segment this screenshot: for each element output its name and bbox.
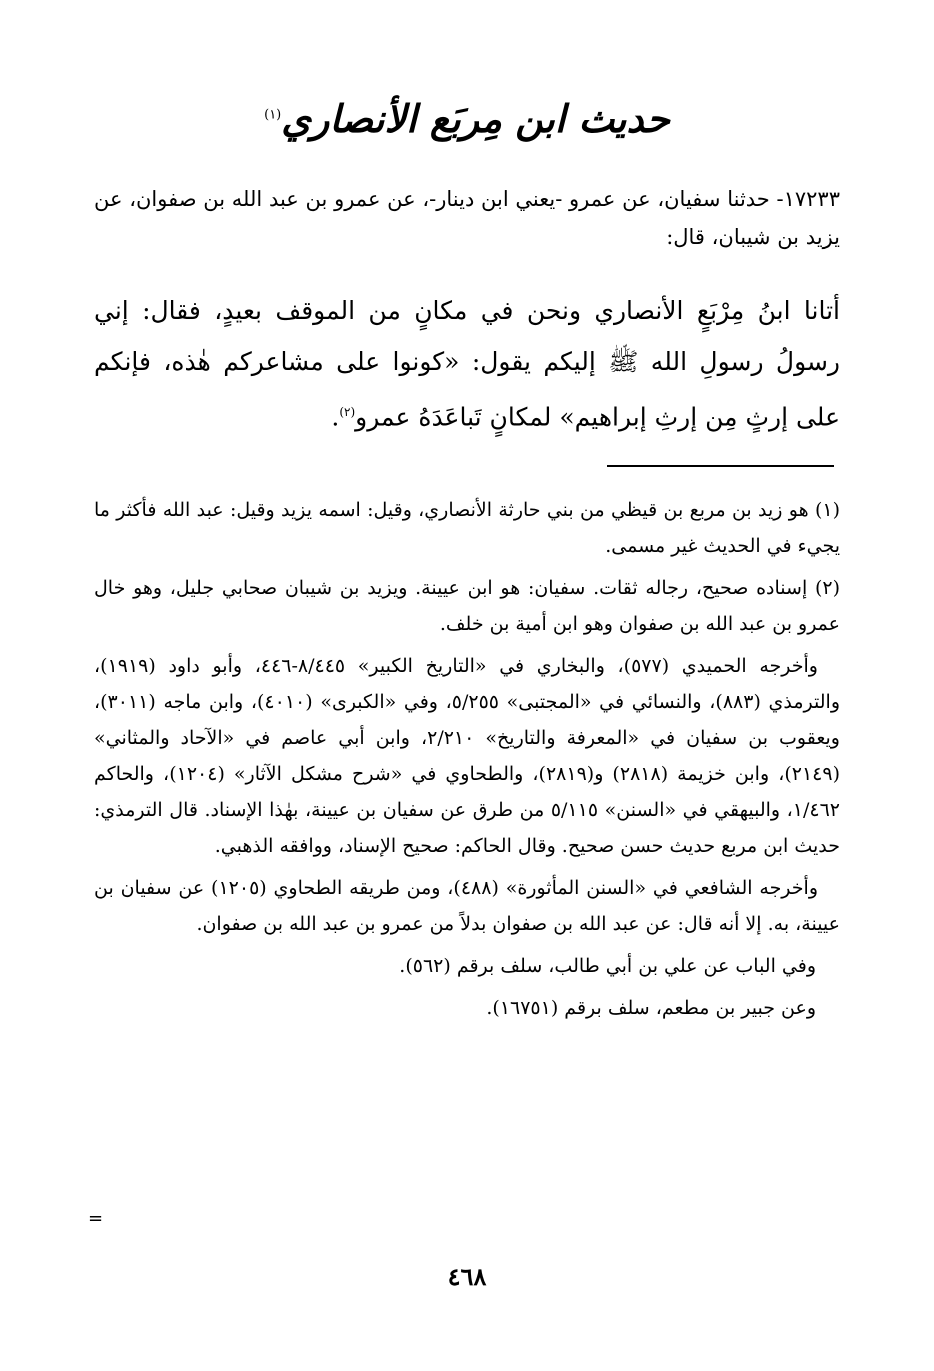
hadith-isnad: ١٧٢٣٣- حدثنا سفيان، عن عمرو -يعني ابن دينار-، عن عمرو بن عبد الله بن صفوان، عن يزيد بن شيبان، قال: (94, 187, 840, 249)
title-footnote-marker: (١) (264, 107, 282, 123)
chapter-title-text: حديث ابن مِربَع الأنصاري (281, 96, 670, 141)
hadith-matn-text: أتانا ابنُ مِرْبَعٍ الأنصاري ونحن في مكانٍ من الموقف بعيدٍ، فقال: إني رسولُ رسولِ الله ﷺ إليكم يقول: «كونوا على مشاعركم هٰذه، فإنكم على إرثٍ مِن إرثِ إبراهيم» لمكانٍ تَباعَدَهُ عمرو (94, 296, 840, 432)
footnotes (94, 492, 840, 1032)
footnote-1: (١) هو زيد بن مربع بن قيظي من بني حارثة الأنصاري، وقيل: اسمه يزيد وقيل: عبد الله فأكثر ما يجيء في الحديث غير مسمى. (94, 499, 840, 557)
continuation-mark: = (88, 1208, 104, 1229)
matn-footnote-marker: (٢) (339, 405, 356, 419)
hadith-matn (94, 285, 840, 442)
footnote-2-takhrij: وأخرجه الحميدي (٥٧٧)، والبخاري في «التاريخ الكبير» ٨/٤٤٥-٤٤٦، وأبو داود (١٩١٩)، والترمذي (٨٨٣)، والنسائي في «المجتبى» ٥/٢٥٥، وفي «الكبرى» (٤٠١٠)، وابن ماجه (٣٠١١)، ويعقوب بن سفيان في «المعرفة والتاريخ» ٢/٢١٠، وابن أبي عاصم في «الآحاد والمثاني» (٢١٤٩)، وابن خزيمة (٢٨١٨) و(٢٨١٩)، والطحاوي في «شرح مشكل الآثار» (١٢٠٤)، والحاكم ١/٤٦٢، والبيهقي في «السنن» ٥/١١٥ من طرق عن سفيان بن عيينة، بهٰذا الإسناد. قال الترمذي: حديث ابن مربع حديث حسن صحيح. وقال الحاكم: صحيح الإسناد، ووافقه الذهبي. (94, 655, 840, 857)
footnote-2-takhrij-shafii: وأخرجه الشافعي في «السنن المأثورة» (٤٨٨)، ومن طريقه الطحاوي (١٢٠٥) عن سفيان بن عيينة، به. إلا أنه قال: عن عبد الله بن صفوان بدلاً من عمرو بن عبد الله بن صفوان. (94, 877, 840, 935)
matn-end-mark: . (331, 402, 340, 432)
footnote-2-bab-jubayr: وعن جبير بن مطعم، سلف برقم (١٦٧٥١). (486, 997, 816, 1019)
footnote-2: (٢) إسناده صحيح، رجاله ثقات. سفيان: هو ابن عيينة. ويزيد بن شيبان صحابي جليل، وهو خال عمرو بن عبد الله بن صفوان وهو ابن أمية بن خلف. (94, 577, 840, 635)
footnote-2-bab-ali: وفي الباب عن علي بن أبي طالب، سلف برقم (٥٦٢). (399, 955, 816, 977)
footnote-separator (607, 465, 834, 467)
chapter-title (94, 96, 840, 141)
page-number: ٤٦٨ (447, 1262, 487, 1291)
